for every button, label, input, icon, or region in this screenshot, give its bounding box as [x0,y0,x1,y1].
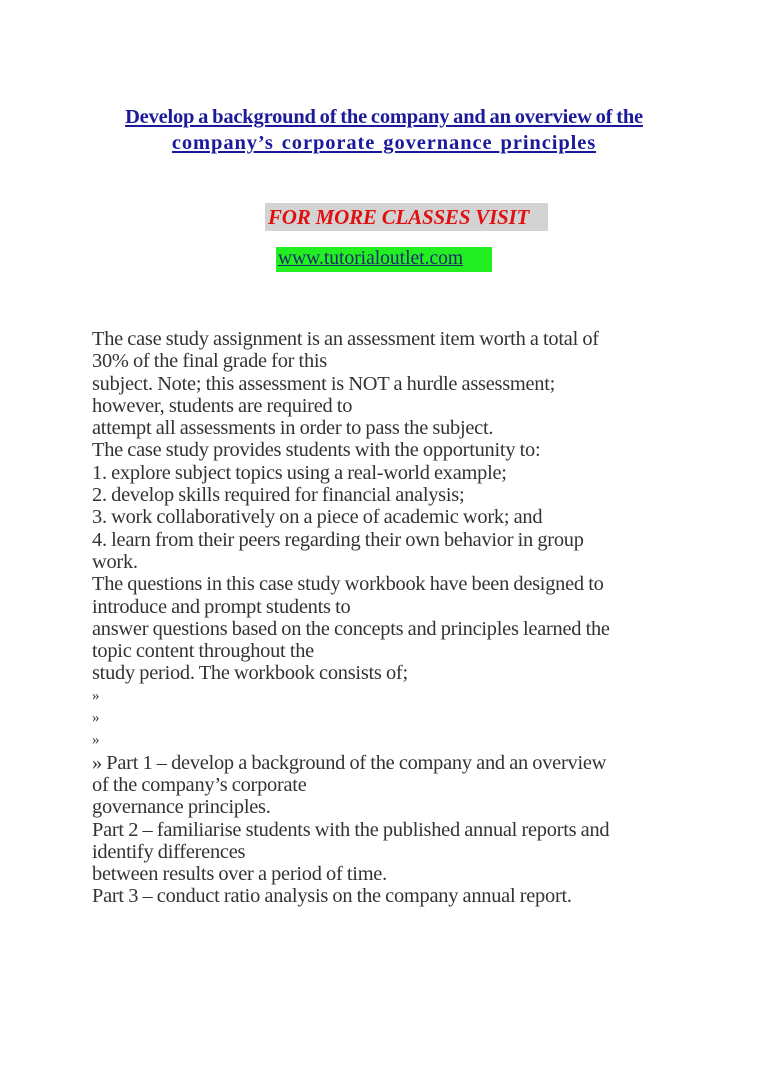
body-line: The case study provides students with the opportunity to: [92,439,541,462]
list-item: work. [92,550,138,573]
list-item: governance principles. [92,796,271,819]
list-item: Part 3 – conduct ratio analysis on the company annual report. [92,885,572,908]
list-item: 4. learn from their peers regarding their own behavior in group [92,528,584,551]
promo-link-highlight[interactable] [276,247,492,272]
bullet-marker: » [92,687,100,704]
body-line: topic content throughout the [92,640,314,663]
promo-banner [265,203,548,231]
body-line: The case study assignment is an assessment item worth a total of [92,328,599,350]
promo-link[interactable]: www.tutorialoutlet.com [278,248,464,269]
body-line: however, students are required to [92,394,353,417]
body-line: introduce and prompt students to [92,595,351,618]
body-line: study period. The workbook consists of; [92,662,408,685]
document-title [80,104,688,156]
list-item: identify differences [92,840,246,863]
list-item: 2. develop skills required for financial analysis; [92,484,465,507]
promo-label: FOR MORE CLASSES VISIT [268,205,530,229]
body-line: attempt all assessments in order to pass the subject. [92,417,494,440]
list-item: of the company’s corporate [92,773,307,796]
body-line: subject. Note; this assessment is NOT a hurdle assessment; [92,372,556,395]
body-line: 30% of the final grade for this [92,350,327,373]
bullet-marker: » [92,732,100,749]
list-item: between results over a period of time. [92,863,387,886]
document-body [92,328,712,908]
list-item: » Part 1 – develop a background of the company and an overview [92,751,607,774]
body-line: The questions in this case study workbook have been designed to [92,573,604,596]
title-line-2: company’s corporate governance principles [171,132,597,154]
list-item: Part 2 – familiarise students with the published annual reports and [92,818,610,841]
list-item: 1. explore subject topics using a real-world example; [92,461,507,484]
list-item: 3. work collaboratively on a piece of academic work; and [92,506,543,529]
title-line-1: Develop a background of the company and an overview of the [125,106,643,128]
bullet-marker: » [92,710,100,727]
body-line: answer questions based on the concepts and principles learned the [92,617,610,640]
